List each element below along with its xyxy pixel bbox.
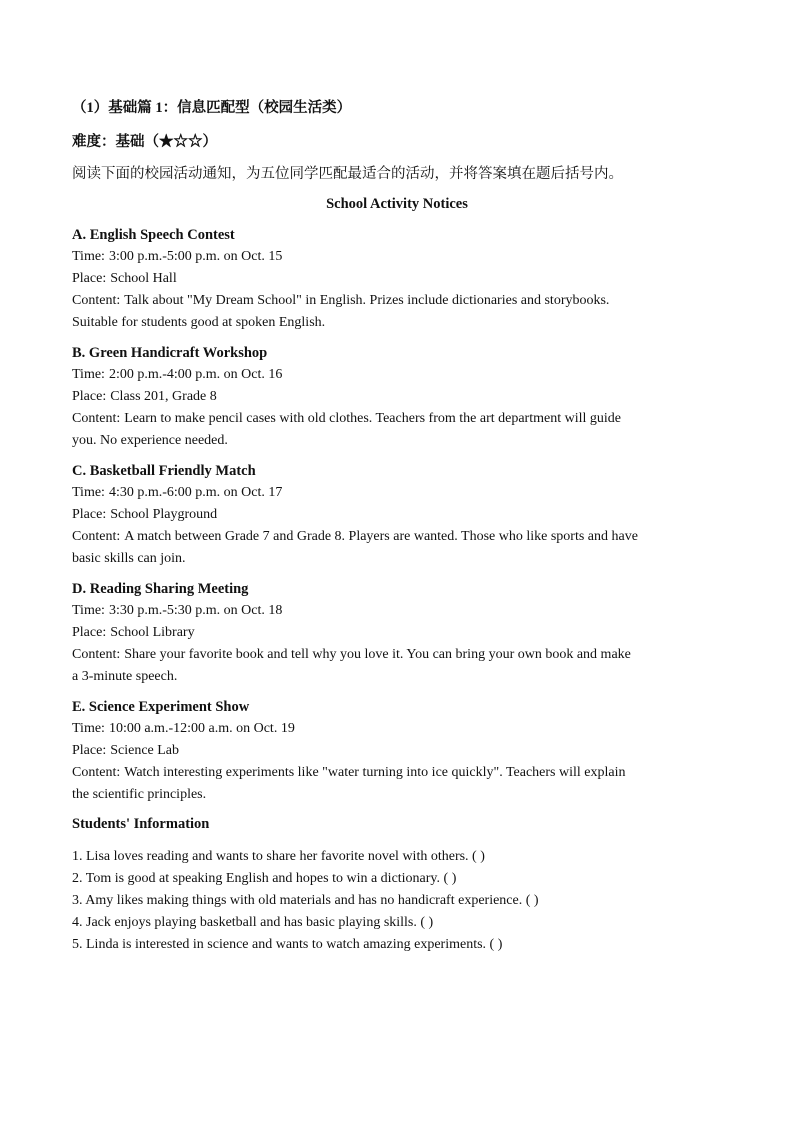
notice-title: C. Basketball Friendly Match bbox=[72, 463, 256, 479]
notice-e bbox=[72, 696, 722, 806]
notice-content: Content: Share your favorite book and tell why you love it. You can bring your own book and make bbox=[72, 647, 631, 662]
notice-time: Time: 10:00 a.m.-12:00 a.m. on Oct. 19 bbox=[72, 721, 295, 736]
notice-a bbox=[72, 224, 722, 334]
notice-place: Place: Science Lab bbox=[72, 743, 180, 758]
question-item: 5. Linda is interested in science and wants to watch amazing experiments. ( ) bbox=[72, 937, 503, 952]
notice-title: B. Green Handicraft Workshop bbox=[72, 345, 268, 361]
notice-time: Time: 2:00 p.m.-4:00 p.m. on Oct. 16 bbox=[72, 367, 283, 382]
notice-content: Content: Talk about "My Dream School" in English. Prizes include dictionaries and storybooks. bbox=[72, 293, 610, 308]
question-item: 1. Lisa loves reading and wants to share her favorite novel with others. ( ) bbox=[72, 849, 485, 864]
notice-title: A. English Speech Contest bbox=[72, 227, 235, 243]
section-heading: （1）基础篇 1：信息匹配型（校园生活类） bbox=[72, 100, 352, 116]
notice-content: Content: Watch interesting experiments like "water turning into ice quickly". Teachers will explain bbox=[72, 765, 626, 780]
question-item: 4. Jack enjoys playing basketball and has basic playing skills. ( ) bbox=[72, 915, 434, 930]
notice-title: E. Science Experiment Show bbox=[72, 699, 250, 715]
notice-place: Place: School Playground bbox=[72, 507, 218, 522]
students-title: Students' Information bbox=[72, 816, 210, 832]
notice-b bbox=[72, 342, 722, 452]
question-item: 3. Amy likes making things with old materials and has no handicraft experience. ( ) bbox=[72, 893, 539, 908]
notice-content-cont: a 3-minute speech. bbox=[72, 669, 178, 684]
notice-content: Content: Learn to make pencil cases with old clothes. Teachers from the art department will guide bbox=[72, 411, 621, 426]
notice-place: Place: School Hall bbox=[72, 271, 177, 286]
notice-c bbox=[72, 460, 722, 570]
notice-content-cont: basic skills can join. bbox=[72, 551, 186, 566]
notices-title: School Activity Notices bbox=[326, 196, 468, 212]
notice-content: Content: A match between Grade 7 and Grade 8. Players are wanted. Those who like sports and have bbox=[72, 529, 638, 544]
instruction-text: 阅读下面的校园活动通知，为五位同学匹配最适合的活动，并将答案填在题后括号内。 bbox=[72, 166, 623, 182]
notice-content-cont: you. No experience needed. bbox=[72, 433, 228, 448]
notice-content-cont: the scientific principles. bbox=[72, 787, 207, 802]
notice-time: Time: 4:30 p.m.-6:00 p.m. on Oct. 17 bbox=[72, 485, 283, 500]
notice-title: D. Reading Sharing Meeting bbox=[72, 581, 249, 597]
notice-place: Place: School Library bbox=[72, 625, 195, 640]
question-list bbox=[72, 846, 539, 956]
question-item: 2. Tom is good at speaking English and hopes to win a dictionary. ( ) bbox=[72, 871, 457, 886]
notice-content-cont: Suitable for students good at spoken English. bbox=[72, 315, 326, 330]
difficulty-label: 难度：基础（★☆☆） bbox=[72, 134, 217, 150]
notice-place: Place: Class 201, Grade 8 bbox=[72, 389, 217, 404]
notice-time: Time: 3:30 p.m.-5:30 p.m. on Oct. 18 bbox=[72, 603, 283, 618]
notice-time: Time: 3:00 p.m.-5:00 p.m. on Oct. 15 bbox=[72, 249, 283, 264]
notice-d bbox=[72, 578, 722, 688]
